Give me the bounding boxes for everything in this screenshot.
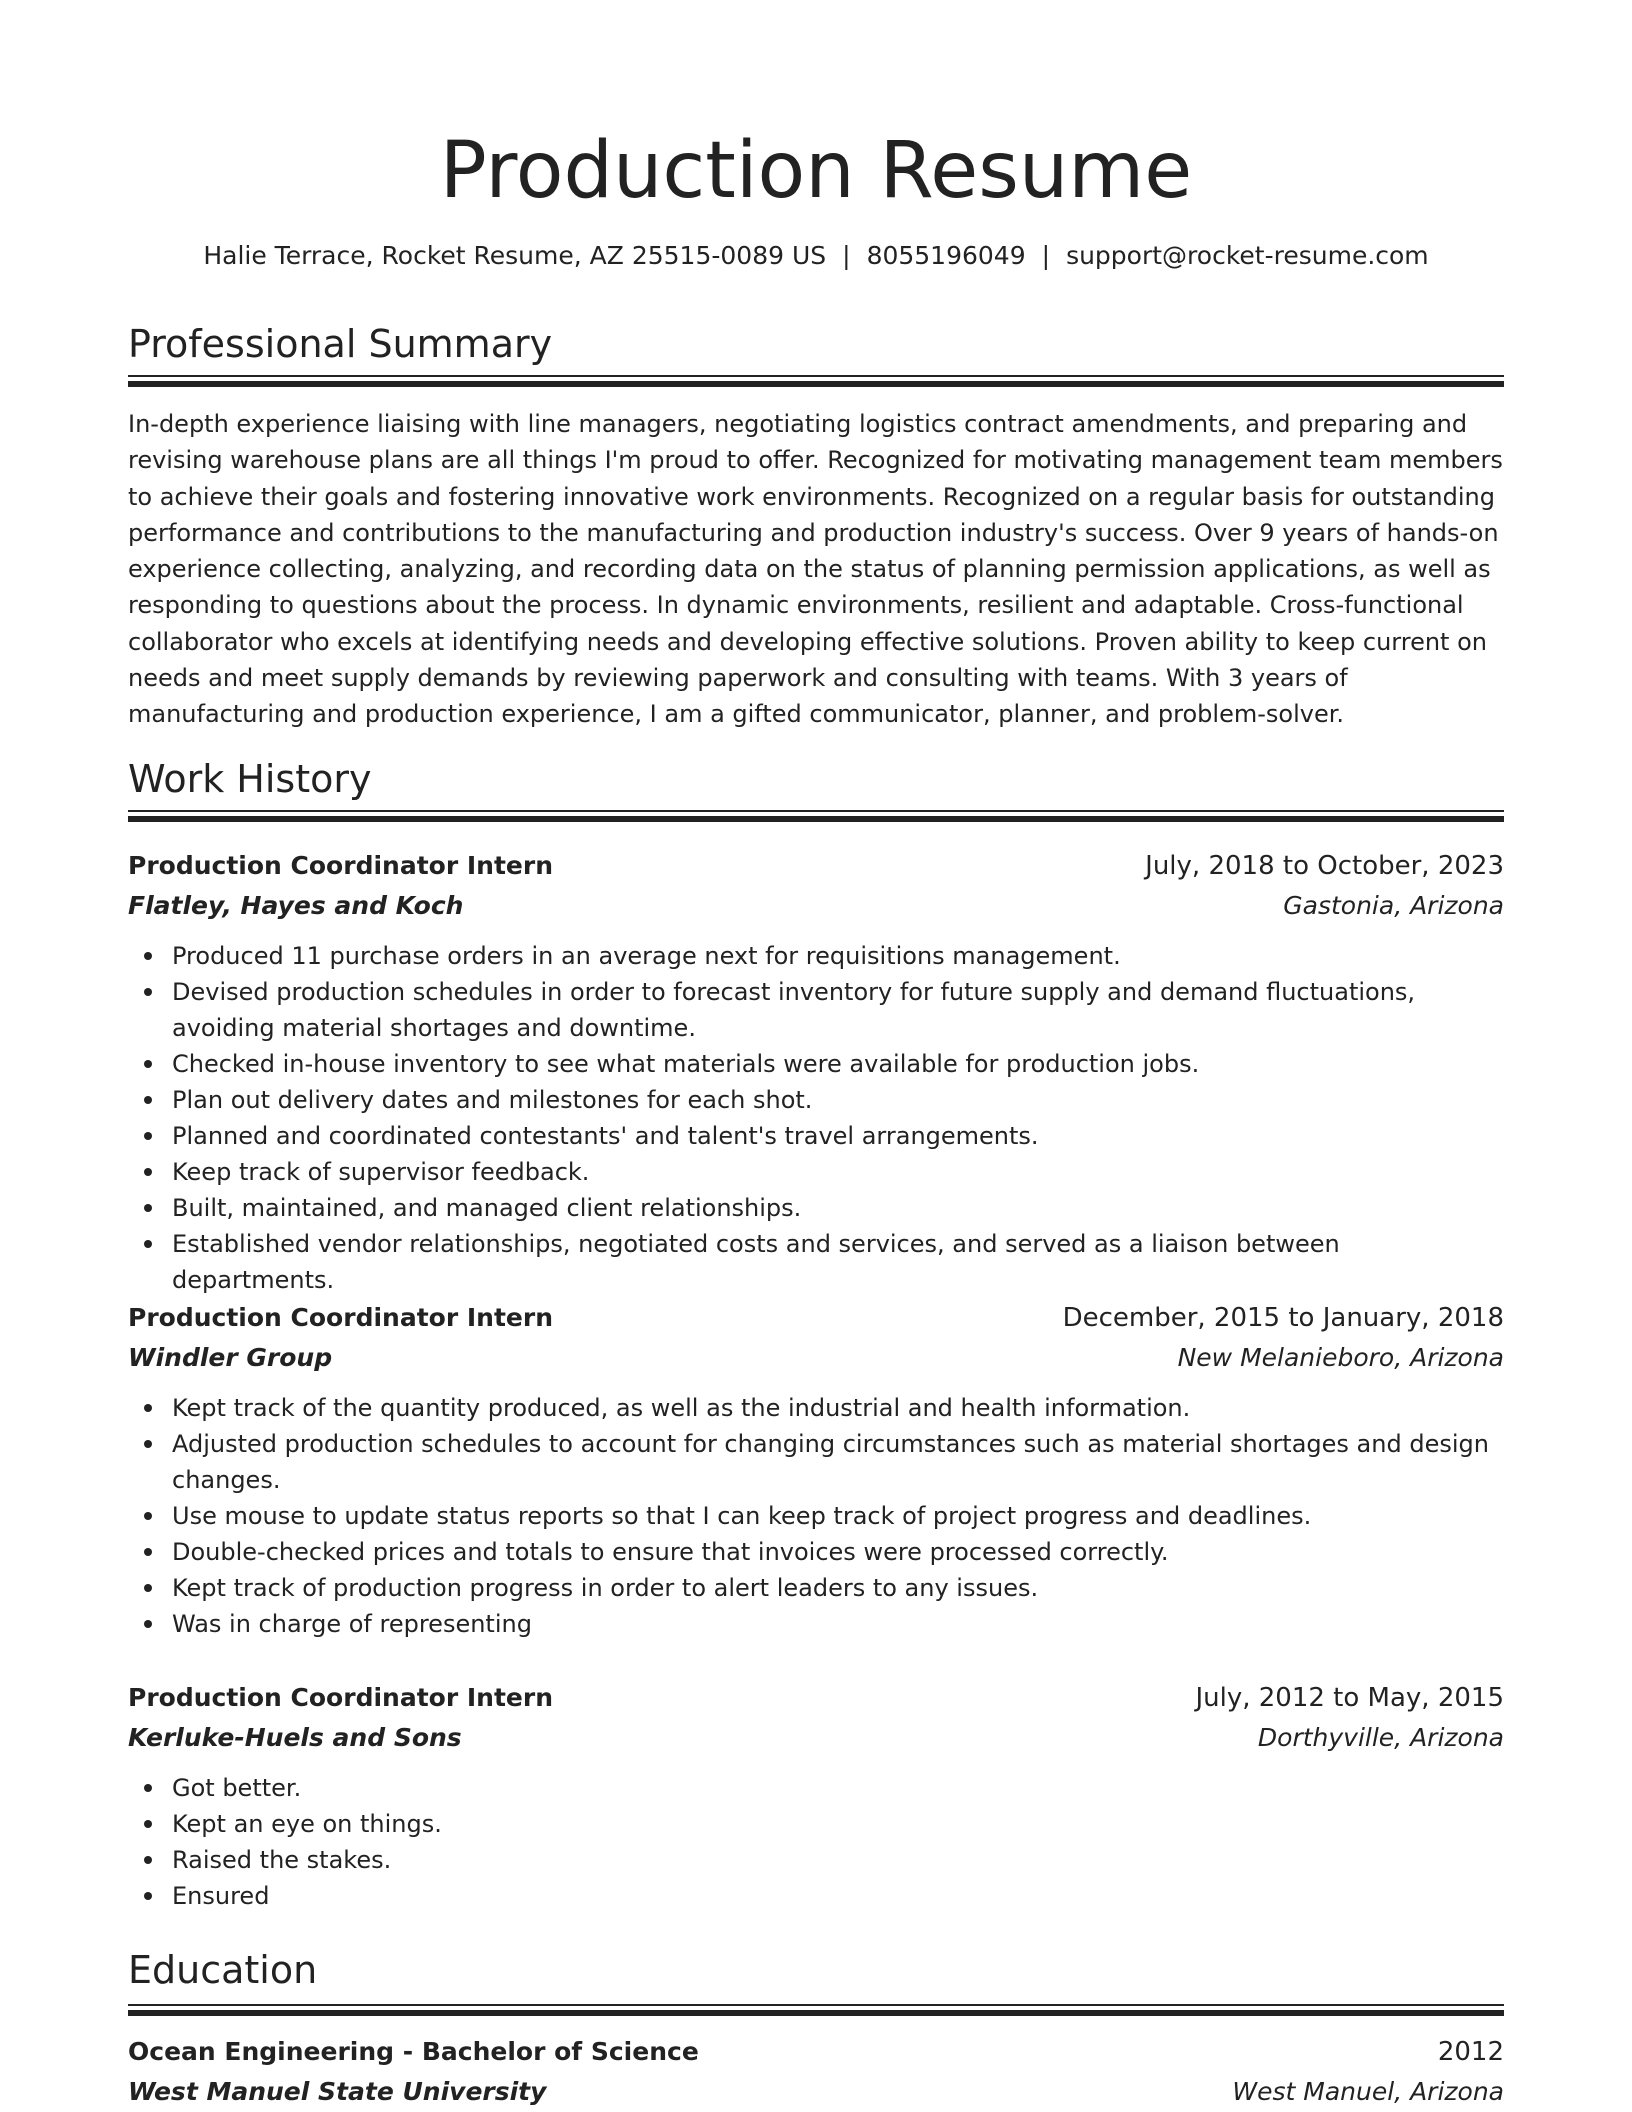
job-title: Production Coordinator Intern [128,1683,553,1712]
job-bullet-list [128,1770,1504,1914]
education-degree: Ocean Engineering - Bachelor of Science [128,2037,699,2066]
job-entry [128,846,1504,1298]
list-item: Use mouse to update status reports so that I can keep track of project progress and deadlines. [172,1498,1504,1534]
job-entry [128,1678,1504,1914]
list-item: Kept track of production progress in order to alert leaders to any issues. [172,1570,1504,1606]
list-item: Got better. [172,1770,1504,1806]
section-divider [128,375,1504,387]
summary-text: In-depth experience liaising with line managers, negotiating logistics contract amendments, and preparing and revising warehouse plans are all things I'm proud to offer. Recognized for motivating management team members to achieve their goals and fostering innovative work environments. Recognized on a regular basis for outstanding performance and contributions to the manufacturing and production industry's success. Over 9 years of hands-on experience collecting, analyzing, and recording data on the status of planning permission applications, as well as responding to questions about the process. In dynamic environments, resilient and adaptable. Cross-functional collaborator who excels at identifying needs and developing effective solutions. Proven ability to keep current on needs and meet supply demands by reviewing paperwork and consulting with teams. With 3 years of manufacturing and production experience, I am a gifted communicator, planner, and problem-solver. [128,410,1503,729]
bullet-icon [144,1584,152,1592]
list-item: Raised the stakes. [172,1842,1504,1878]
list-item: Planned and coordinated contestants' and talent's travel arrangements. [172,1118,1504,1154]
bullet-icon [144,1060,152,1068]
bullet-icon [144,1620,152,1628]
bullet-icon [144,1204,152,1212]
bullet-icon [144,1440,152,1448]
list-item: Kept an eye on things. [172,1806,1504,1842]
job-employer: Kerluke-Huels and Sons [128,1723,462,1752]
list-item: Plan out delivery dates and milestones for each shot. [172,1082,1504,1118]
job-dates: December, 2015 to January, 2018 [1062,1303,1504,1333]
bullet-icon [144,1892,152,1900]
job-location: Dorthyville, Arizona [1257,1723,1504,1752]
contact-separator: | [842,241,851,270]
bullet-icon [144,1856,152,1864]
contact-separator: | [1041,241,1051,270]
section-heading-work-history: Work History [128,757,372,801]
job-title: Production Coordinator Intern [128,851,553,880]
bullet-icon [144,1132,152,1140]
list-item: Devised production schedules in order to forecast inventory for future supply and demand fluctuations, avoiding material shortages and downtime. [172,974,1504,1046]
bullet-icon [144,1784,152,1792]
bullet-icon [144,1168,152,1176]
bullet-icon [144,1512,152,1520]
job-bullet-list [128,1390,1504,1642]
education-entry [128,2032,1504,2112]
job-employer: Flatley, Hayes and Koch [128,891,464,920]
education-location: West Manuel, Arizona [1232,2077,1504,2106]
bullet-icon [144,1548,152,1556]
list-item: Was in charge of representing [172,1606,1504,1642]
job-dates: July, 2012 to May, 2015 [1195,1683,1504,1713]
section-divider [128,810,1504,822]
job-employer: Windler Group [128,1343,333,1372]
contact-address: Halie Terrace, Rocket Resume, AZ 25515-0089 US [203,241,827,270]
bullet-icon [144,988,152,996]
resume-page [128,0,1504,2112]
section-heading-education: Education [128,1948,318,1992]
education-school: West Manuel State University [128,2077,547,2106]
bullet-icon [144,952,152,960]
list-item: Established vendor relationships, negotiated costs and services, and served as a liaison between departments. [172,1226,1504,1298]
section-heading-summary: Professional Summary [128,322,553,366]
job-title: Production Coordinator Intern [128,1303,553,1332]
bullet-icon [144,1096,152,1104]
job-bullet-list [128,938,1504,1298]
list-item: Produced 11 purchase orders in an average next for requisitions management. [172,938,1504,974]
list-item: Adjusted production schedules to account for changing circumstances such as material shortages and design changes. [172,1426,1504,1498]
page-title: Production Resume [439,126,1193,216]
bullet-icon [144,1820,152,1828]
list-item: Kept track of the quantity produced, as well as the industrial and health information. [172,1390,1504,1426]
education-year: 2012 [1437,2037,1504,2067]
job-entry [128,1298,1504,1642]
job-location: New Melanieboro, Arizona [1177,1343,1504,1372]
contact-line [128,236,1504,276]
list-item: Keep track of supervisor feedback. [172,1154,1504,1190]
contact-email: support@rocket-resume.com [1066,241,1429,270]
list-item: Double-checked prices and totals to ensure that invoices were processed correctly. [172,1534,1504,1570]
list-item: Checked in-house inventory to see what materials were available for production jobs. [172,1046,1504,1082]
bullet-icon [144,1404,152,1412]
job-location: Gastonia, Arizona [1283,891,1504,920]
job-dates: July, 2018 to October, 2023 [1145,851,1504,881]
list-item: Built, maintained, and managed client relationships. [172,1190,1504,1226]
contact-phone: 8055196049 [866,241,1026,270]
section-divider [128,2004,1504,2016]
bullet-icon [144,1240,152,1248]
list-item: Ensured [172,1878,1504,1914]
